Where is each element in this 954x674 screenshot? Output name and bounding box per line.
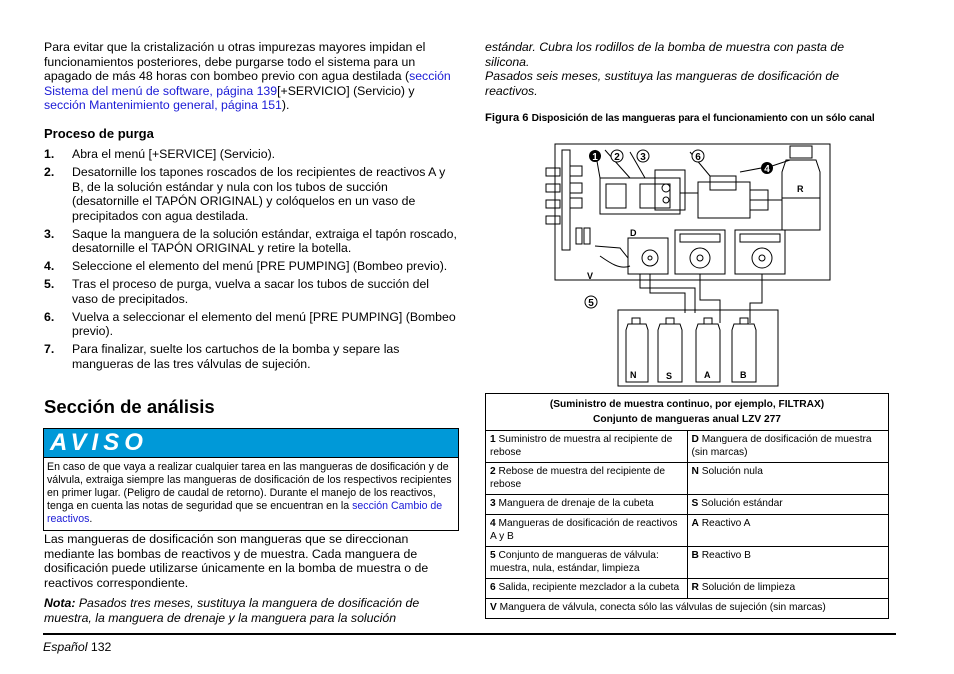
legend-description: Rebose de muestra del recipiente de rebose (490, 466, 665, 490)
notice-box (43, 428, 459, 531)
legend-description: Manguera de drenaje de la cubeta (495, 498, 654, 510)
footer-rule (43, 633, 896, 635)
step-text: Seleccione el elemento del menú [PRE PUMPING] (Bombeo previo). (72, 259, 448, 273)
step-text: Vuelva a seleccionar el elemento del menú [PRE PUMPING] (Bombeo previo). (72, 309, 456, 338)
purge-step (44, 277, 458, 306)
table-cell (486, 431, 688, 463)
legend-key: 4 (490, 517, 496, 529)
figure-label: Figura 6 (485, 112, 529, 124)
table-cell (687, 514, 889, 546)
label-S: S (666, 371, 673, 381)
notice-title: AVISO (44, 429, 458, 457)
step-text: Abra el menú [+SERVICE] (Servicio). (72, 147, 276, 161)
figure-caption (485, 112, 895, 124)
table-row (486, 431, 889, 463)
table-header-1: (Suministro de muestra continuo, por ejemplo, FILTRAX) (549, 399, 825, 410)
svg-text:1: 1 (592, 152, 598, 163)
legend-description: Solución estándar (698, 498, 783, 510)
label-N: N (630, 370, 637, 380)
callout-2 (611, 150, 623, 163)
left-column (44, 40, 458, 113)
legend-key: 1 (490, 434, 496, 445)
label-A: A (704, 370, 711, 380)
svg-text:6: 6 (695, 152, 701, 163)
step-number: 5. (44, 277, 55, 291)
legend-key: 5 (490, 550, 496, 562)
legend-key: D (691, 434, 699, 445)
legend-description: Manguera de dosificación de muestra (sin marcas) (691, 434, 872, 458)
legend-description: Reactivo B (698, 550, 751, 562)
purge-heading: Proceso de purga (44, 126, 154, 141)
legend-key: 2 (490, 466, 496, 478)
legend-key: S (691, 498, 699, 510)
intro-paragraph: Para evitar que la cristalización u otras impurezas mayores impidan el funcionamientos posteriores, debe purgarse todo el sistema para un apagado de más 48 horas con bombeo previo con agua destilada (sección Sistema del menú de software, página 139[+SERVICIO] (Servicio) y sección Mantenimiento general, página 151). (44, 40, 451, 112)
table-cell (486, 495, 688, 515)
purge-step (44, 227, 458, 256)
footer-language: Español (43, 640, 88, 654)
purge-step (44, 259, 458, 274)
table-cell (486, 579, 688, 599)
legend-key: 6 (490, 582, 496, 594)
svg-text:2: 2 (614, 152, 620, 163)
reagent-pump (675, 230, 725, 274)
legend-key: N (691, 466, 699, 478)
step-number: 7. (44, 342, 55, 356)
reagent-tray (618, 310, 778, 386)
table-cell (687, 431, 889, 463)
legend-description: Conjunto de mangueras de válvula: muestra, nula, estándar, limpieza (490, 550, 659, 574)
sample-pump (735, 230, 785, 274)
table-cell (486, 547, 688, 579)
table-cell (687, 579, 889, 599)
legend-key: 3 (490, 498, 496, 510)
purge-step (44, 310, 458, 339)
legend-key: R (691, 582, 699, 594)
legend-description: Suministro de muestra al recipiente de rebose (490, 434, 673, 458)
legend-description: Solución nula (698, 466, 763, 478)
purge-steps (44, 147, 458, 375)
purge-step (44, 342, 458, 371)
label-R: R (797, 184, 804, 194)
valve-pump (628, 238, 668, 274)
figure-title: Disposición de las mangueras para el funcionamiento con un sólo canal (531, 113, 875, 124)
callout-5 (585, 296, 597, 309)
note-paragraph: Nota: Pasados tres meses, sustituya la manguera de dosificación de muestra, la manguera de drenaje y la manguera para la solución (44, 596, 420, 625)
table-row (486, 463, 889, 495)
hose-layout-diagram (540, 138, 840, 388)
table-row (486, 514, 889, 546)
legend-key: A (691, 517, 699, 529)
table-cell (687, 463, 889, 495)
table-row (486, 579, 889, 599)
callout-6 (692, 150, 704, 163)
step-text: Para finalizar, suelte los cartuchos de la bomba y separe las mangueras de las tres válvulas de sujeción. (72, 342, 400, 371)
label-D: D (630, 228, 637, 238)
table-cell (687, 495, 889, 515)
legend-description: Manguera de válvula, conecta sólo las válvulas de sujeción (sin marcas) (496, 601, 826, 613)
purge-step (44, 147, 458, 162)
svg-text:3: 3 (640, 152, 646, 163)
note-label: Nota: (44, 596, 76, 610)
notice-text: En caso de que vaya a realizar cualquier tarea en las mangueras de dosificación y de válvula, extraiga siempre las mangueras de dosificación de los respectivos recipientes en primer lugar. (Peligro de caudal de retorno). Durante el manejo de los reactivos, tenga en cuenta las notas de seguridad que se encuentran en la sección Cambio de reactivos. (44, 457, 458, 530)
table-header-row (486, 394, 889, 431)
pinch-valves (546, 166, 590, 244)
note-continuation: estándar. Cubra los rodillos de la bomba de muestra con pasta de silicona. Pasados seis meses, sustituya las mangueras de dosificación de reactivos. (485, 40, 845, 98)
hose-legend-table (485, 393, 889, 619)
table-row (486, 495, 889, 515)
legend-key: B (691, 550, 699, 562)
table-cell (687, 547, 889, 579)
reagent-bottles (626, 318, 756, 382)
svg-text:4: 4 (764, 164, 770, 175)
page-number: 132 (90, 640, 112, 654)
section-heading: Sección de análisis (44, 396, 215, 417)
body-paragraph: Las mangueras de dosificación son mangueras que se direccionan mediante las bombas de reactivos y de muestra. Cada manguera de dosificación puede utilizarse únicamente en la bomba de muestra o de reactivos correspondiente. (44, 532, 429, 590)
step-number: 4. (44, 259, 55, 273)
table-row (486, 547, 889, 579)
step-text: Tras el proceso de purga, vuelva a sacar los tubos de succión del vaso de precipitados. (72, 277, 430, 306)
footer (43, 640, 111, 654)
legend-key: V (490, 601, 497, 613)
general-maintenance-link[interactable]: sección Mantenimiento general, página 151 (44, 98, 282, 112)
analyzer-housing (555, 144, 830, 280)
table-cell (486, 598, 889, 618)
step-text: Saque la manguera de la solución estándar, extraiga el tapón roscado, desatornille el TAPÓN ORIGINAL y retire la botella. (72, 226, 457, 255)
table-cell (486, 463, 688, 495)
step-number: 6. (44, 309, 55, 324)
svg-text:5: 5 (588, 298, 594, 309)
callout-4 (761, 162, 773, 175)
callout-1 (589, 150, 601, 163)
legend-description: Solución de limpieza (698, 582, 796, 594)
label-V: V (587, 271, 594, 281)
table-header-2: Conjunto de mangueras anual LZV 277 (593, 414, 781, 425)
software-menu-link[interactable]: sección Sistema del menú de software, página 139 (44, 69, 451, 98)
legend-description: Reactivo A (698, 517, 751, 529)
reagent-change-link[interactable]: sección Cambio de reactivos (47, 500, 443, 525)
label-B: B (740, 370, 747, 380)
callout-3 (637, 150, 649, 163)
legend-description: Salida, recipiente mezclador a la cubeta (495, 582, 680, 594)
purge-step (44, 165, 458, 223)
step-text: Desatornille los tapones roscados de los recipientes de reactivos A y B, de la solución estándar y nula con los tubos de succión (desatornille el TAPÓN ORIGINAL) y colóquelos en un vaso de precipitados con agua destilada. (72, 165, 446, 223)
mixing-vessel (698, 182, 750, 218)
table-cell (486, 514, 688, 546)
step-number: 1. (44, 147, 55, 161)
step-number: 2. (44, 165, 55, 179)
step-number: 3. (44, 226, 55, 241)
table-row (486, 598, 889, 618)
legend-description: Mangueras de dosificación de reactivos A y B (490, 517, 678, 542)
